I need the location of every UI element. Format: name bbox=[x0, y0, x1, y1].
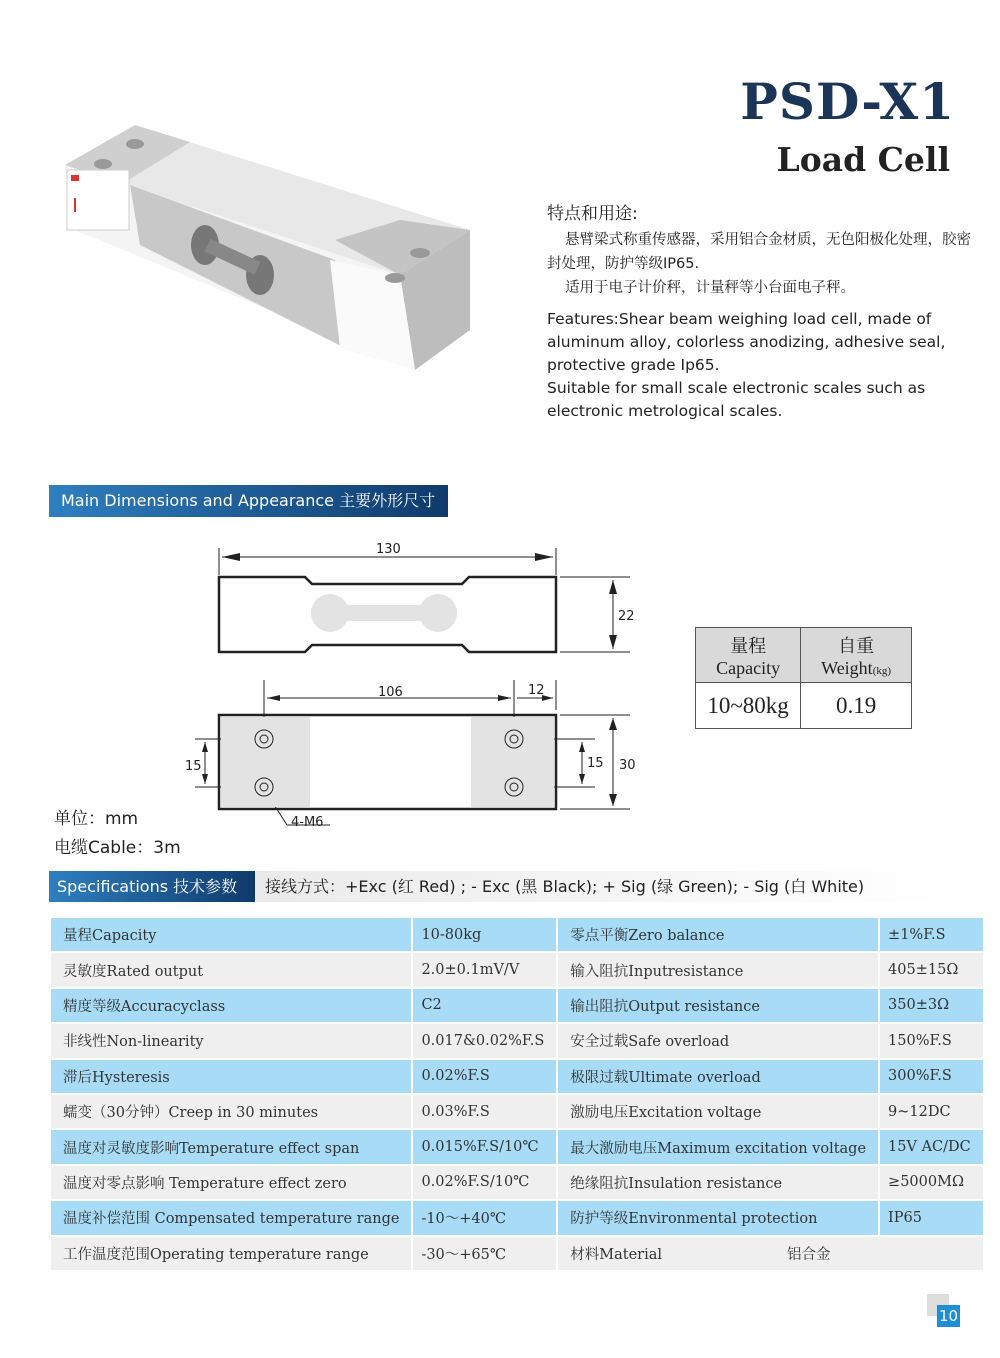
spec-row bbox=[50, 1165, 984, 1200]
spec-row bbox=[50, 988, 984, 1023]
dim-width: 30 bbox=[619, 758, 636, 773]
specifications-title: Specifications 技术参数 bbox=[49, 871, 255, 902]
spec-label bbox=[557, 1236, 983, 1271]
spec-label: 输入阻抗Inputresistance bbox=[557, 952, 879, 987]
model-title: PSD-X1 bbox=[740, 72, 955, 131]
spec-label: 非线性Non-linearity bbox=[50, 1023, 412, 1058]
spec-value: IP65 bbox=[879, 1200, 984, 1235]
spec-row bbox=[50, 1023, 984, 1058]
capacity-table bbox=[695, 627, 912, 729]
spec-label: 精度等级Accuracyclass bbox=[50, 988, 412, 1023]
spec-row bbox=[50, 917, 984, 952]
dim-hole-edge: 12 bbox=[528, 683, 545, 698]
load-cell-photo bbox=[55, 120, 475, 375]
dimension-drawing bbox=[0, 540, 660, 840]
spec-value: 0.03%F.S bbox=[412, 1094, 557, 1129]
spec-label: 极限过载Ultimate overload bbox=[557, 1059, 879, 1094]
spec-value: 0.02%F.S/10℃ bbox=[412, 1165, 557, 1200]
weight-header bbox=[801, 628, 912, 683]
spec-label: 蠕变（30分钟）Creep in 30 minutes bbox=[50, 1094, 412, 1129]
spec-value: ±1%F.S bbox=[879, 917, 984, 952]
spec-value: ≥5000MΩ bbox=[879, 1165, 984, 1200]
unit-label: 单位：mm bbox=[54, 809, 139, 829]
spec-label: 防护等级Environmental protection bbox=[557, 1200, 879, 1235]
spec-value: 350±3Ω bbox=[879, 988, 984, 1023]
dim-right-gap: 15 bbox=[587, 756, 604, 771]
dim-hole-spacing: 106 bbox=[378, 685, 403, 700]
spec-row bbox=[50, 1236, 984, 1271]
spec-value: C2 bbox=[412, 988, 557, 1023]
spec-row bbox=[50, 1129, 984, 1164]
weight-header-en: Weight bbox=[821, 657, 873, 678]
spec-label: 零点平衡Zero balance bbox=[557, 917, 879, 952]
features-heading: 特点和用途: bbox=[547, 204, 638, 224]
spec-value: 9~12DC bbox=[879, 1094, 984, 1129]
page-number: 10 bbox=[938, 1307, 959, 1325]
dim-thread: 4-M6 bbox=[291, 815, 324, 830]
dimensions-section-header: Main Dimensions and Appearance 主要外形尺寸 bbox=[49, 485, 448, 517]
specifications-table bbox=[49, 916, 985, 1272]
capacity-value: 10~80kg bbox=[696, 683, 801, 729]
capacity-header: 量程 Capacity bbox=[696, 628, 801, 683]
specifications-header bbox=[49, 871, 949, 902]
spec-value: 0.015%F.S/10℃ bbox=[412, 1129, 557, 1164]
weight-header-cn: 自重 bbox=[838, 635, 875, 656]
features-en-2: Suitable for small scale electronic scales such as electronic metrological scales. bbox=[547, 379, 926, 420]
spec-label: 绝缘阻抗Insulation resistance bbox=[557, 1165, 879, 1200]
spec-value: 150%F.S bbox=[879, 1023, 984, 1058]
spec-value: 0.02%F.S bbox=[412, 1059, 557, 1094]
spec-value: 0.017&0.02%F.S bbox=[412, 1023, 557, 1058]
spec-row bbox=[50, 1200, 984, 1235]
spec-label: 灵敏度Rated output bbox=[50, 952, 412, 987]
spec-value: 405±15Ω bbox=[879, 952, 984, 987]
spec-row bbox=[50, 952, 984, 987]
cable-label: 电缆Cable：3m bbox=[54, 838, 181, 858]
spec-value: 2.0±0.1mV/V bbox=[412, 952, 557, 987]
spec-label: 温度补偿范围 Compensated temperature range bbox=[50, 1200, 412, 1235]
weight-unit: (kg) bbox=[872, 664, 892, 677]
spec-label: 工作温度范围Operating temperature range bbox=[50, 1236, 412, 1271]
spec-label: 温度对灵敏度影响Temperature effect span bbox=[50, 1129, 412, 1164]
spec-value: 300%F.S bbox=[879, 1059, 984, 1094]
features-cn-1: 悬臂梁式称重传感器，采用铝合金材质，无色阳极化处理，胶密封处理，防护等级IP65. bbox=[547, 232, 971, 272]
spec-label: 安全过载Safe overload bbox=[557, 1023, 879, 1058]
spec-value: 铝合金 bbox=[787, 1246, 831, 1263]
unit-info bbox=[54, 805, 181, 863]
spec-label: 温度对零点影响 Temperature effect zero bbox=[50, 1165, 412, 1200]
features-en: Features:Shear beam weighing load cell, made of aluminum alloy, colorless anodizing, adhesive seal, protective grade Ip65. bbox=[547, 310, 946, 374]
spec-row bbox=[50, 1059, 984, 1094]
spec-value: 10-80kg bbox=[412, 917, 557, 952]
spec-row bbox=[50, 1094, 984, 1129]
spec-label: 最大激励电压Maximum excitation voltage bbox=[557, 1129, 879, 1164]
wiring-info: 接线方式：+Exc (红 Red) ; - Exc (黑 Black); + Sig (绿 Green); - Sig (白 White) bbox=[265, 877, 865, 896]
spec-label: 滞后Hysteresis bbox=[50, 1059, 412, 1094]
spec-label: 输出阻抗Output resistance bbox=[557, 988, 879, 1023]
spec-value: -10～+40℃ bbox=[412, 1200, 557, 1235]
spec-value: -30～+65℃ bbox=[412, 1236, 557, 1271]
features-block bbox=[547, 202, 977, 423]
features-cn-2: 适用于电子计价秤，计量秤等小台面电子秤。 bbox=[565, 280, 855, 296]
spec-value: 15V AC/DC bbox=[879, 1129, 984, 1164]
spec-label: 材料Material bbox=[570, 1246, 663, 1263]
spec-label: 激励电压Excitation voltage bbox=[557, 1094, 879, 1129]
product-subtitle: Load Cell bbox=[776, 140, 950, 179]
spec-label: 量程Capacity bbox=[50, 917, 412, 952]
dim-height: 22 bbox=[618, 609, 635, 624]
weight-value: 0.19 bbox=[801, 683, 912, 729]
dim-left-gap: 15 bbox=[185, 759, 202, 774]
dim-length: 130 bbox=[376, 542, 401, 557]
